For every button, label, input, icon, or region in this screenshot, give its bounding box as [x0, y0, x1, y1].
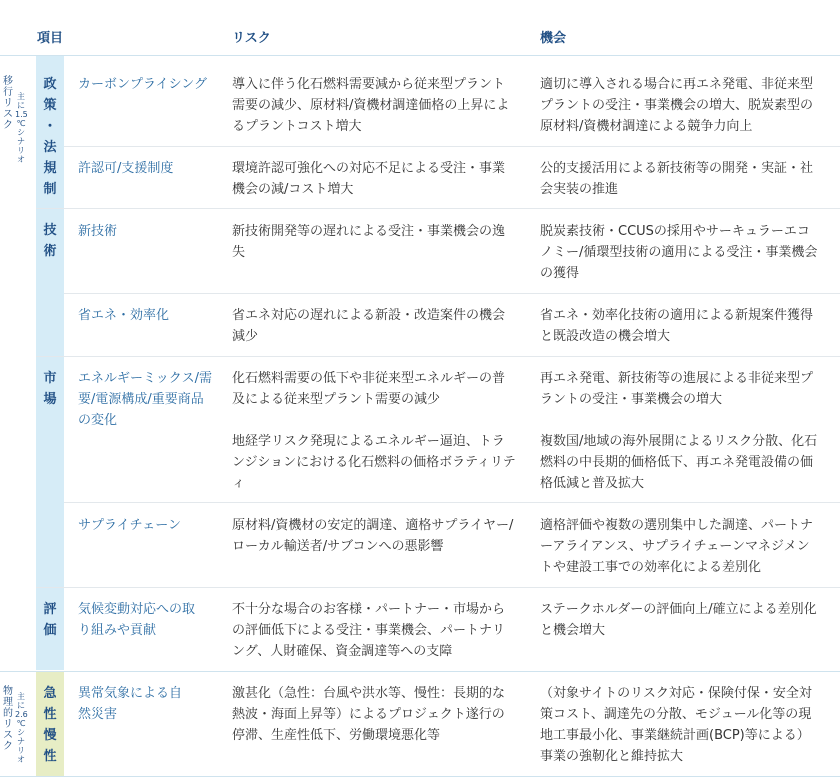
item-climate-contribution: 気候変動対応への取り組みや貢献	[78, 602, 196, 638]
category-reputation: 評 価	[43, 602, 57, 638]
item-energy-mix: エネルギーミックス/需要/電源構成/重要商品の変化	[78, 371, 212, 428]
physical-risk-label: 物 理 的 リ ス ク	[3, 686, 13, 752]
opp-natural-disaster: （対象サイトのリスク対応・保険付保・安全対策コスト、調達先の分散、モジュール化等の現地工事最小化、事業継続計画(BCP)等による）事業の強靭化と維持拡大	[540, 686, 812, 764]
transition-risk-label: 移 行 リ ス ク	[3, 76, 13, 131]
table-header	[0, 0, 840, 56]
opp-diversification: 複数国/地域の海外展開によるリスク分散、化石燃料の中長期的価格低下、再エネ発電設備の価格低減と普及拡大	[540, 434, 818, 491]
item-new-tech: 新技術	[78, 224, 118, 239]
risk-natural-disaster: 激甚化（急性：台風や洪水等、慢性：長期的な熱波・海面上昇等）によるプロジェクト遂行の停滞、生産性低下、労働環境悪化等	[232, 686, 506, 743]
item-permits: 許認可/支援制度	[78, 161, 174, 176]
item-carbon-pricing: カーボンプライシング	[78, 77, 208, 92]
opp-supply-chain: 適格評価や複数の選別集中した調達、パートナーアライアンス、サプライチェーンマネジメントや建設工事での効率化による差別化	[540, 518, 814, 575]
header-item: 項目	[37, 31, 64, 46]
item-supply-chain: サプライチェーン	[78, 518, 181, 533]
category-market: 市 場	[43, 371, 57, 407]
opp-energy-mix: 再エネ発電、新技術等の進展による非従来型プラントの受注・事業機会の増大	[540, 371, 814, 407]
category-acute: 急 性 慢 性	[43, 686, 57, 764]
physical-scenario-note: 主 に 2.6 ℃ シ ナ リ オ	[15, 692, 28, 764]
risk-energy-mix: 化石燃料需要の低下や非従来型エネルギーの普及による従来型プラント需要の減少	[232, 371, 506, 407]
header-opportunity: 機会	[540, 31, 567, 46]
transition-scenario-note: 主 に 1.5 ℃ シ ナ リ オ	[15, 92, 28, 164]
opp-efficiency: 省エネ・効率化技術の適用による新規案件獲得と既設改造の機会増大	[540, 308, 814, 344]
opp-carbon-pricing: 適切に導入される場合に再エネ発電、非従来型プラントの受注・事業機会の増大、脱炭素型の原材料/資機材調達による競争力向上	[540, 77, 814, 134]
risk-supply-chain: 原材料/資機材の安定的調達、適格サプライヤー/ローカル輸送者/サブコンへの悪影響	[232, 518, 514, 554]
opp-new-tech: 脱炭素技術・CCUSの採用やサーキュラーエコノミー/循環型技術の適用による受注・事業機会の獲得	[540, 224, 818, 281]
item-natural-disaster: 異常気象による自然災害	[78, 686, 183, 722]
risk-new-tech: 新技術開発等の遅れによる受注・事業機会の逸失	[232, 224, 506, 260]
risk-reputation: 不十分な場合のお客様・パートナー・市場からの評価低下による受注・事業機会、パートナリング、人財確保、資金調達等への支障	[232, 602, 506, 659]
item-efficiency: 省エネ・効率化	[78, 308, 170, 323]
header-risk: リスク	[232, 31, 271, 46]
risk-permits: 環境許認可強化への対応不足による受注・事業機会の減/コスト増大	[232, 161, 506, 197]
opp-reputation: ステークホルダーの評価向上/確立による差別化と機会増大	[540, 602, 817, 638]
category-policy: 政 策 ・ 法 規 制	[43, 77, 57, 197]
opp-permits: 公的支援活用による新技術等の開発・実証・社会実装の推進	[540, 161, 814, 197]
category-tech: 技 術	[43, 223, 57, 259]
risk-geoeconomic: 地経学リスク発現によるエネルギー逼迫、トランジションにおける化石燃料の価格ボラティリティ	[232, 434, 516, 491]
risk-carbon-pricing: 導入に伴う化石燃料需要減から従来型プラント需要の減少、原材料/資機材調達価格の上昇によるプラントコスト増大	[232, 77, 510, 134]
risk-efficiency: 省エネ対応の遅れによる新設・改造案件の機会減少	[232, 308, 506, 344]
